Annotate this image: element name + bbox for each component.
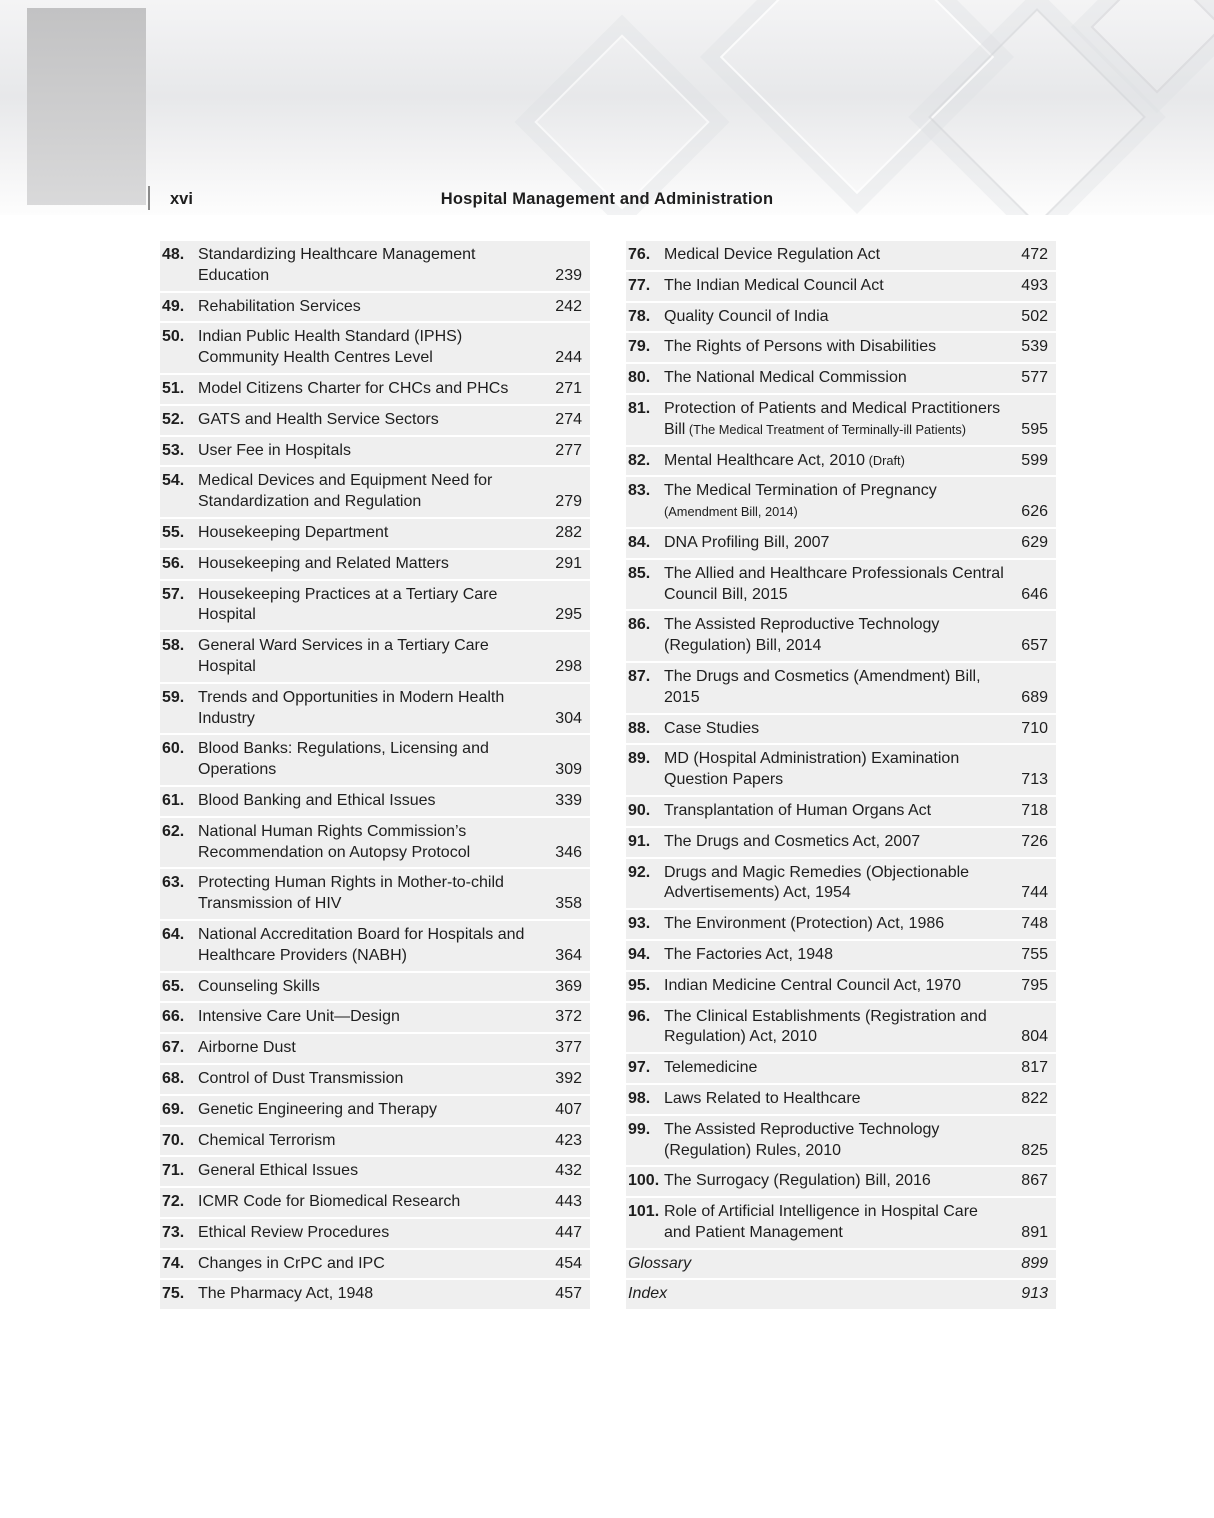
toc-entry-title: The Allied and Healthcare Professionals Central Council Bill, 2015 [664,564,1004,603]
toc-entry-number: 79. [628,338,651,356]
toc-entry [626,1198,1056,1248]
toc-entry [160,1065,590,1094]
toc-entry-special [626,1250,1056,1279]
toc-entry [160,869,590,919]
toc-entry-number: 91. [628,832,651,850]
toc-entry-title: The National Medical Commission [664,369,907,387]
toc-entry-page: 726 [1021,832,1048,850]
toc-entry-title: Blood Banking and Ethical Issues [198,791,436,809]
toc-entry [626,941,1056,970]
toc-entry-number: 52. [162,410,185,428]
toc-entry-title: The Pharmacy Act, 1948 [198,1285,374,1303]
toc-entry-page: 377 [555,1039,582,1057]
toc-entry-number: 98. [628,1089,651,1107]
toc-entry-number: 61. [162,791,185,809]
toc-entry-title: The Environment (Protection) Act, 1986 [664,915,945,933]
toc-entry-number: 50. [162,328,185,346]
toc-entry [626,529,1056,558]
toc-entry-page: 867 [1021,1172,1048,1190]
toc-entry-page: 304 [555,709,582,727]
toc-entry-number: 94. [628,945,651,963]
toc-entry [626,241,1056,270]
toc-entry-number: 97. [628,1059,651,1077]
toc-entry-title: Laws Related to Healthcare [664,1089,861,1107]
toc-entry-title: Medical Device Regulation Act [664,246,881,263]
toc-entry [626,1167,1056,1196]
toc-entry-page: 748 [1021,915,1048,933]
toc-entry-title: Blood Banks: Regulations, Licensing and Operations [198,740,489,779]
toc-entry [626,1054,1056,1083]
toc-entry-page: 242 [555,297,582,315]
toc-entry-page: 913 [1021,1285,1048,1303]
toc-entry [626,560,1056,610]
toc-entry [160,684,590,734]
toc-entry-page: 274 [555,410,582,428]
toc-entry-title: Glossary [628,1254,692,1272]
toc-entry-number: 93. [628,915,651,933]
toc-entry-title: Index [628,1285,668,1303]
toc-entry-title: Mental Healthcare Act, 2010 (Draft) [664,451,905,469]
toc-entry [626,611,1056,661]
toc-entry [626,477,1056,527]
toc-entry [626,859,1056,909]
toc-entry [160,241,590,291]
toc-entry-title: Genetic Engineering and Therapy [198,1100,437,1118]
toc-entry-number: 64. [162,925,185,943]
toc-entry-title: Drugs and Magic Remedies (Objectionable Advertisements) Act, 1954 [664,863,970,902]
toc-entry-number: 83. [628,482,651,500]
toc-entry-page: 822 [1021,1089,1048,1107]
toc-entry [160,1096,590,1125]
toc-entry-title: The Clinical Establishments (Registration and Regulation) Act, 2010 [664,1007,987,1046]
toc-entry-title: The Medical Termination of Pregnancy (Amendment Bill, 2014) [664,482,937,520]
toc-entry-number: 71. [162,1162,185,1180]
toc-entry-page: 657 [1021,637,1048,655]
toc-entry-number: 77. [628,276,651,294]
toc-entry-page: 372 [555,1008,582,1026]
diamond-decoration [534,34,709,209]
toc-entry-page: 244 [555,349,582,367]
toc-entry-page: 493 [1021,276,1048,294]
toc-entry-number: 81. [628,399,651,417]
toc-entry [626,1116,1056,1166]
toc-entry [160,375,590,404]
toc-entry-title: Ethical Review Procedures [198,1223,390,1241]
toc-entry-title: DNA Profiling Bill, 2007 [664,533,830,551]
toc-entry-page: 825 [1021,1141,1048,1159]
toc-entry-number: 53. [162,441,185,459]
toc-entry-page: 795 [1021,976,1048,994]
toc-entry [160,1127,590,1156]
toc-entry-number: 74. [162,1254,185,1272]
toc-entry-title: Counseling Skills [198,977,320,995]
toc-entry-page: 369 [555,977,582,995]
page-number-label: xvi [170,190,193,208]
toc-entry-page: 364 [555,946,582,964]
toc-entry-number: 49. [162,297,185,315]
toc-entry [160,581,590,631]
toc-entry-number: 48. [162,246,185,263]
toc-entry-page: 629 [1021,533,1048,551]
toc-entry-title: Rehabilitation Services [198,297,361,315]
toc-entry [626,1003,1056,1053]
toc-entry-page: 392 [555,1069,582,1087]
toc-entry-title: General Ward Services in a Tertiary Care Hospital [198,637,489,675]
toc-entry-number: 75. [162,1285,185,1303]
toc-entry [626,364,1056,393]
toc-entry [626,828,1056,857]
toc-entry [160,519,590,548]
toc-entry-number: 99. [628,1120,651,1138]
toc-entry-number: 78. [628,307,651,325]
toc-entry-number: 55. [162,523,185,541]
toc-entry-page: 339 [555,791,582,809]
toc-entry [160,1034,590,1063]
toc-entry-title: Role of Artificial Intelligence in Hospital Care and Patient Management [664,1203,978,1241]
toc-entry-title: Indian Medicine Central Council Act, 1970 [664,976,962,994]
toc-entry-special [626,1280,1056,1309]
toc-entry-number: 67. [162,1039,185,1057]
toc-entry-title: Control of Dust Transmission [198,1069,404,1087]
toc-entry-title: Model Citizens Charter for CHCs and PHCs [198,379,509,397]
toc-entry-page: 282 [555,523,582,541]
toc-entry-title: Standardizing Healthcare Management Education [198,246,476,284]
toc-entry-title: National Human Rights Commission’s Recommendation on Autopsy Protocol [198,822,471,861]
toc-entry-number: 92. [628,863,651,881]
toc-entry-title: The Drugs and Cosmetics Act, 2007 [664,832,921,850]
toc-entry-title: Housekeeping and Related Matters [198,554,449,572]
toc-entry [160,550,590,579]
toc-entry [160,467,590,517]
toc-entry-title: Housekeeping Department [198,523,389,541]
toc-entry-number: 82. [628,451,651,469]
toc-entry-page: 646 [1021,585,1048,603]
toc-entry [626,333,1056,362]
toc-entry-page: 443 [555,1193,582,1211]
toc-entry [160,632,590,682]
toc-entry-number: 72. [162,1193,185,1211]
toc-entry [626,447,1056,476]
toc-entry-number: 89. [628,750,651,768]
toc-entry-page: 804 [1021,1028,1048,1046]
toc-entry-page: 718 [1021,801,1048,819]
toc-entry-title: The Indian Medical Council Act [664,276,884,294]
toc-entry-number: 95. [628,976,651,994]
toc-entry-page: 817 [1021,1059,1048,1077]
toc-entry [160,323,590,373]
toc-entry-page: 457 [555,1285,582,1303]
toc-entry [626,745,1056,795]
toc-entry-page: 713 [1021,771,1048,789]
toc-entry-number: 66. [162,1008,185,1026]
toc-entry-title: The Drugs and Cosmetics (Amendment) Bill, 2015 [664,667,981,706]
toc-entry-title: The Surrogacy (Regulation) Bill, 2016 [664,1172,931,1190]
toc-entry-page: 891 [1021,1223,1048,1241]
toc-entry-page: 271 [555,379,582,397]
toc-entry [160,1219,590,1248]
toc-entry [160,437,590,466]
toc-entry-title: Chemical Terrorism [198,1131,336,1149]
toc-entry-number: 87. [628,667,651,685]
toc-entry [160,1280,590,1309]
toc-entry-page: 309 [555,761,582,779]
toc-entry-number: 63. [162,874,185,892]
toc-entry-page: 472 [1021,246,1048,263]
toc-entry-page: 407 [555,1100,582,1118]
toc-entry [160,1003,590,1032]
toc-entry-title: Protection of Patients and Medical Practitioners Bill (The Medical Treatment of Terminally-ill Patients) [664,399,1001,438]
toc-entry-title: Quality Council of India [664,307,829,325]
running-header-title: Hospital Management and Administration [440,190,774,208]
toc-entry-page: 626 [1021,503,1048,521]
toc-entry [160,1157,590,1186]
toc-entry-page: 539 [1021,338,1048,356]
toc-entry-number: 76. [628,246,651,263]
toc-entry-number: 59. [162,688,185,706]
toc-entry-page: 454 [555,1254,582,1272]
toc-entry [160,973,590,1002]
toc-entry-number: 101. [628,1203,660,1221]
toc-entry-title: ICMR Code for Biomedical Research [198,1193,461,1211]
toc-entry-note: (Draft) [865,452,905,468]
toc-entry-title: Trends and Opportunities in Modern Health Industry [198,688,505,727]
toc-column-right [626,241,1056,1311]
toc-entry-number: 84. [628,533,651,551]
toc-entry-page: 298 [555,657,582,675]
toc-entry-title: The Assisted Reproductive Technology (Regulation) Rules, 2010 [664,1120,940,1159]
toc-entry-title: The Assisted Reproductive Technology (Regulation) Bill, 2014 [664,616,940,655]
toc-entry-page: 599 [1021,451,1048,469]
toc-entry-page: 346 [555,843,582,861]
toc-entry-title: Telemedicine [664,1059,758,1077]
toc-entry-title: The Factories Act, 1948 [664,945,833,963]
toc-entry-page: 577 [1021,369,1048,387]
toc-entry [626,797,1056,826]
toc-entry-page: 689 [1021,688,1048,706]
toc-entry-page: 279 [555,493,582,511]
toc-entry [160,735,590,785]
toc-entry-title: Changes in CrPC and IPC [198,1254,385,1272]
toc-entry-number: 68. [162,1069,185,1087]
toc-entry-page: 502 [1021,307,1048,325]
toc-entry [160,293,590,322]
toc-entry-title: GATS and Health Service Sectors [198,410,439,428]
header-banner [0,0,1214,215]
toc-entry [626,715,1056,744]
toc-entry-title: The Rights of Persons with Disabilities [664,338,937,356]
toc-entry [626,272,1056,301]
toc-entry-number: 86. [628,616,651,634]
toc-entry [160,406,590,435]
toc-entry-number: 85. [628,564,651,582]
toc-entry-number: 56. [162,554,185,572]
toc-entry-number: 60. [162,740,185,758]
toc-entry-number: 57. [162,585,185,603]
toc-entry [160,1250,590,1279]
toc-entry-page: 755 [1021,945,1048,963]
toc-entry [626,303,1056,332]
toc-entry [160,921,590,971]
toc-entry-page: 899 [1021,1254,1048,1272]
toc-entry-page: 432 [555,1162,582,1180]
toc-entry-page: 447 [555,1223,582,1241]
toc-entry [626,395,1056,445]
toc-entry-title: Airborne Dust [198,1039,296,1057]
toc-entry-number: 65. [162,977,185,995]
toc-entry-number: 88. [628,719,651,737]
toc-entry [160,787,590,816]
toc-entry-number: 70. [162,1131,185,1149]
toc-entry-title: Case Studies [664,719,760,737]
toc-entry [626,910,1056,939]
toc-entry-number: 80. [628,369,651,387]
toc-entry-number: 96. [628,1007,651,1025]
toc-entry-page: 277 [555,441,582,459]
toc-entry-page: 295 [555,606,582,624]
toc-column-left [160,241,590,1311]
toc-entry-page: 239 [555,266,582,284]
toc-entry-page: 595 [1021,420,1048,438]
table-of-contents [0,215,1214,1311]
toc-entry-number: 90. [628,801,651,819]
toc-entry-title: Protecting Human Rights in Mother-to-child Transmission of HIV [198,874,504,913]
toc-entry-page: 744 [1021,884,1048,902]
toc-entry-title: Housekeeping Practices at a Tertiary Care Hospital [198,585,498,624]
toc-entry [626,1085,1056,1114]
toc-entry-title: National Accreditation Board for Hospitals and Healthcare Providers (NABH) [198,925,525,964]
toc-entry-number: 58. [162,637,185,655]
toc-entry-title: Intensive Care Unit—Design [198,1008,400,1026]
toc-entry-page: 710 [1021,719,1048,737]
gray-corner-block [27,8,146,205]
toc-entry [626,663,1056,713]
toc-entry-title: Transplantation of Human Organs Act [664,801,932,819]
toc-entry-number: 69. [162,1100,185,1118]
toc-entry-note: (The Medical Treatment of Terminally-ill Patients) [685,421,967,437]
toc-entry-title: Indian Public Health Standard (IPHS) Community Health Centres Level [198,328,463,367]
toc-entry-title: MD (Hospital Administration) Examination Question Papers [664,750,960,789]
toc-entry [160,1188,590,1217]
toc-entry-title: User Fee in Hospitals [198,441,351,459]
toc-entry-number: 51. [162,379,185,397]
toc-entry [160,818,590,868]
toc-entry-title: General Ethical Issues [198,1162,359,1180]
toc-entry-number: 62. [162,822,185,840]
toc-entry-number: 54. [162,472,185,490]
toc-entry-note: (Amendment Bill, 2014) [664,504,798,520]
toc-entry-page: 358 [555,895,582,913]
toc-entry-page: 291 [555,554,582,572]
toc-entry-number: 100. [628,1172,660,1190]
toc-entry-page: 423 [555,1131,582,1149]
toc-entry [626,972,1056,1001]
toc-entry-number: 73. [162,1223,185,1241]
toc-entry-title: Medical Devices and Equipment Need for Standardization and Regulation [198,472,493,511]
